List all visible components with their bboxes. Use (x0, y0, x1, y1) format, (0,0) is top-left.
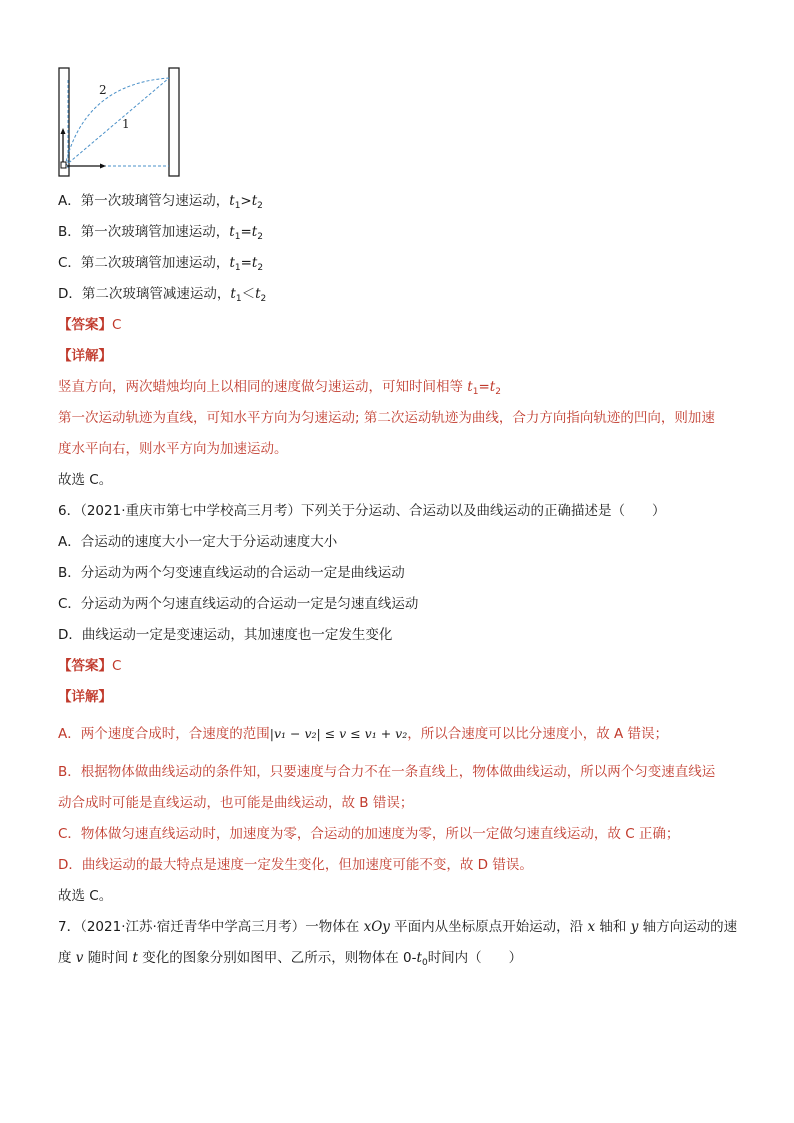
q5-explain-label: 【详解】 (58, 348, 112, 364)
q5-answer: 【答案】C (58, 317, 122, 333)
q6-option-c: C．分运动为两个匀速直线运动的合运动一定是匀速直线运动 (58, 596, 419, 612)
glass-tube-figure (56, 66, 186, 178)
q6-explain-label: 【详解】 (58, 689, 112, 705)
q7-stem-line1: 7．（2021·江苏·宿迁青华中学高三月考）一物体在 xOy 平面内从坐标原点开始运动，沿 x 轴和 y 轴方向运动的速 (58, 919, 738, 935)
velocity-range-formula: |v₁ − v₂| ≤ v ≤ v₁ + v₂ (269, 726, 408, 741)
q6-stem: 6．（2021·重庆市第七中学校高三月考）下列关于分运动、合运动以及曲线运动的正确描述是（ ） (58, 503, 666, 519)
q5-explain-line1: 竖直方向，两次蜡烛均向上以相同的速度做匀速运动，可知时间相等 $t_1=t_2$ (58, 379, 501, 397)
right-wall (169, 68, 179, 176)
path-1-line (65, 78, 169, 166)
q6-explain-b2: 动合成时可能是直线运动，也可能是曲线运动，故 B 错误； (58, 795, 414, 811)
q6-answer: 【答案】C (58, 658, 122, 674)
q6-explain-b1: B．根据物体做曲线运动的条件知，只要速度与合力不在一条直线上，物体做曲线运动，所以两个匀变速直线运 (58, 764, 716, 780)
q6-conclusion: 故选 C。 (58, 888, 113, 904)
up-arrowhead (61, 128, 66, 134)
label-line-1: 1 (122, 117, 130, 131)
candle-block (61, 162, 66, 168)
q5-conclusion: 故选 C。 (58, 472, 113, 488)
q5-explain-line3: 度水平向右，则水平方向为加速运动。 (58, 441, 288, 457)
q5-explain-line2: 第一次运动轨迹为直线，可知水平方向为匀速运动; 第二次运动轨迹为曲线，合力方向指向轨迹的凹向，则加速 (58, 410, 715, 426)
right-arrowhead (100, 164, 106, 169)
q6-option-a: A．合运动的速度大小一定大于分运动速度大小 (58, 534, 338, 550)
q6-explain-a: A．两个速度合成时，合速度的范围|v₁ − v₂| ≤ v ≤ v₁ + v₂，所以合速度可以比分速度小，故 A 错误； (58, 726, 669, 742)
q5-option-d: D．第二次玻璃管减速运动，$t_1<t_2$ (58, 286, 267, 304)
q5-option-a: A．第一次玻璃管匀速运动，$t_1>t_2$ (58, 193, 263, 211)
q6-explain-c: C．物体做匀速直线运动时，加速度为零，合运动的加速度为零，所以一定做匀速直线运动，故 C 正确； (58, 826, 680, 842)
q5-option-c: C．第二次玻璃管加速运动，$t_1=t_2$ (58, 255, 264, 273)
q6-option-d: D．曲线运动一定是变速运动，其加速度也一定发生变化 (58, 627, 393, 643)
q6-option-b: B．分运动为两个匀变速直线运动的合运动一定是曲线运动 (58, 565, 405, 581)
q5-option-b: B．第一次玻璃管加速运动，$t_1=t_2$ (58, 224, 263, 242)
label-curve-2: 2 (99, 83, 107, 97)
q7-stem-line2: 度 v 随时间 t 变化的图象分别如图甲、乙所示，则物体在 $0-t_0$时间内（ ） (58, 950, 523, 968)
q6-explain-d: D．曲线运动的最大特点是速度一定发生变化，但加速度可能不变，故 D 错误。 (58, 857, 533, 873)
